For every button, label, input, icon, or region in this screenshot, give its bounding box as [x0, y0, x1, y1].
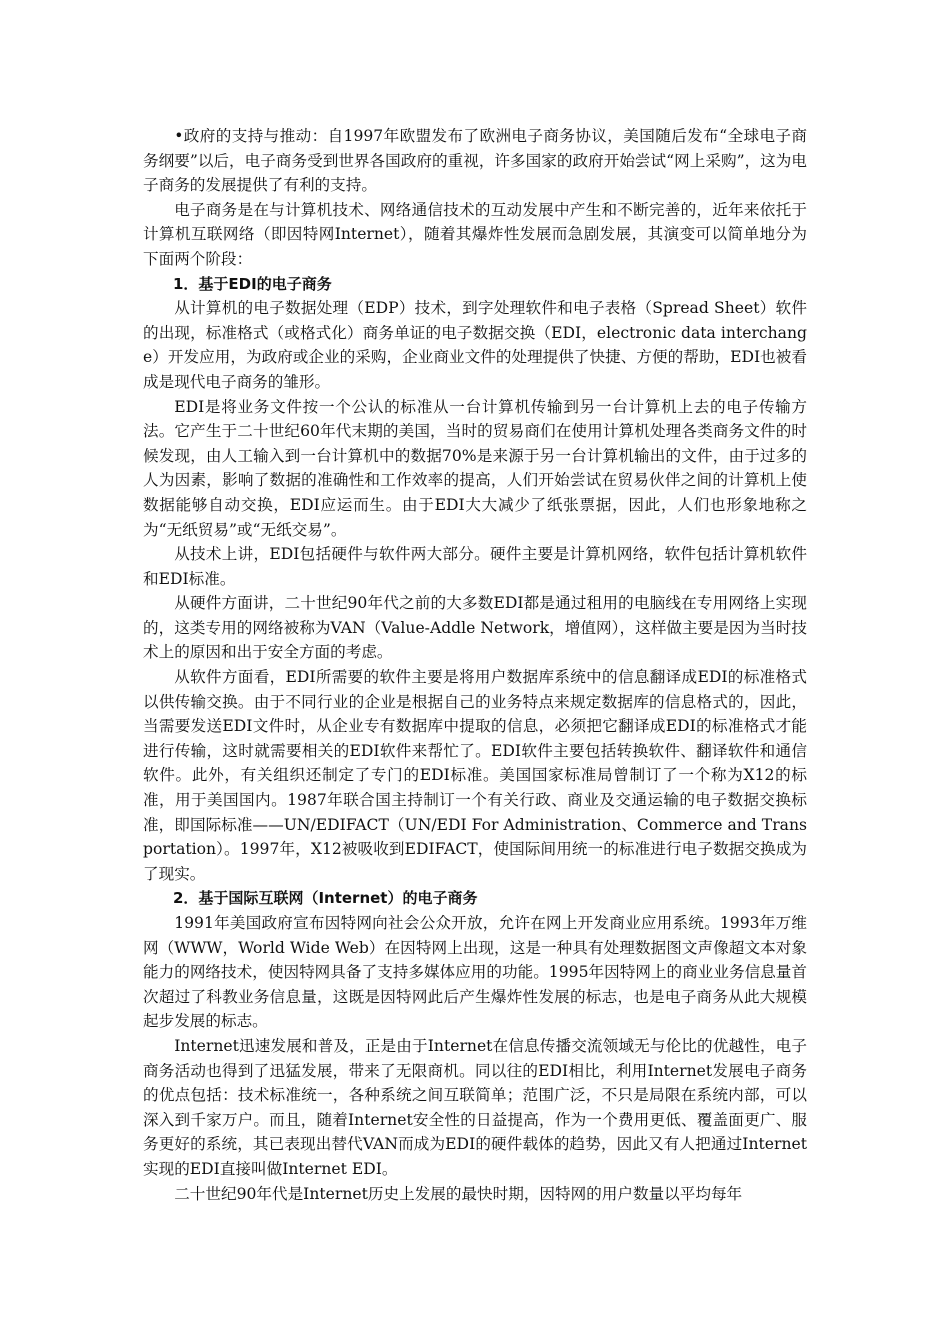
paragraph-edi-software: 从软件方面看，EDI所需要的软件主要是将用户数据库系统中的信息翻译成EDI的标准格式以供传输交换。由于不同行业的企业是根据自己的业务特点来规定数据库的信息格式的，因此，当需要发送EDI文件时，从企业专有数据库中提取的信息，必须把它翻译成EDI的标准格式才能进行传输，这时就需要相关的EDI软件来帮忙了。EDI软件主要包括转换软件、翻译软件和通信软件。此外，有关组织还制定了专门的EDI标准。美国国家标准局曾制订了一个称为X12的标准，用于美国国内。1987年联合国主持制订一个有关行政、商业及交通运输的电子数据交换标准，即国际标准——UN/EDIFACT（UN/EDI For Administration、Commerce and Transportation）。1997年，X12被吸收到EDIFACT，使国际间用统一的标准进行电子数据交换成为了现实。	[143, 668, 807, 883]
paragraph-ecommerce-evolution: 电子商务是在与计算机技术、网络通信技术的互动发展中产生和不断完善的，近年来依托于计算机互联网络（即因特网Internet），随着其爆炸性发展而急剧发展，其演变可以简单地分为下面两个阶段：	[143, 200, 807, 268]
paragraph-edi-hardware: 从硬件方面讲，二十世纪90年代之前的大多数EDI都是通过租用的电脑线在专用网络上实现的，这类专用的网络被称为VAN（Value-Addle Network，增值网），这样做主要是因为当时技术上的原因和出于安全方面的考虑。	[143, 594, 807, 662]
paragraph-internet-advantages: Internet迅速发展和普及，正是由于Internet在信息传播交流领域无与伦比的优越性，电子商务活动也得到了迅猛发展，带来了无限商机。同以往的EDI相比，利用Internet发展电子商务的优点包括：技术标准统一，各种系统之间互联简单；范围广泛，不只是局限在系统内部，可以深入到千家万户。而且，随着Internet安全性的日益提高，作为一个费用更低、覆盖面更广、服务更好的系统，其已表现出替代VAN而成为EDI的硬件载体的趋势，因此又有人把通过Internet实现的EDI直接叫做Internet EDI。	[143, 1036, 807, 1178]
document-page	[143, 124, 807, 1206]
paragraph-government-support: •政府的支持与推动：自1997年欧盟发布了欧洲电子商务协议，美国随后发布“全球电子商务纲要”以后，电子商务受到世界各国政府的重视，许多国家的政府开始尝试“网上采购”，这为电子商务的发展提供了有利的支持。	[143, 127, 807, 195]
paragraph-internet-history: 1991年美国政府宣布因特网向社会公众开放，允许在网上开发商业应用系统。1993年万维网（WWW，World Wide Web）在因特网上出现，这是一种具有处理数据图文声像超文本对象能力的网络技术，使因特网具备了支持多媒体应用的功能。1995年因特网上的商业业务信息量首次超过了科教业务信息量，这既是因特网此后产生爆炸性发展的标志，也是电子商务从此大规模起步发展的标志。	[143, 914, 807, 1031]
paragraph-edi-technology: 从技术上讲，EDI包括硬件与软件两大部分。硬件主要是计算机网络，软件包括计算机软件和EDI标准。	[143, 545, 807, 588]
paragraph-internet-1990s: 二十世纪90年代是Internet历史上发展的最快时期，因特网的用户数量以平均每年	[174, 1184, 743, 1203]
paragraph-edi-origin: 从计算机的电子数据处理（EDP）技术，到字处理软件和电子表格（Spread Sheet）软件的出现，标准格式（或格式化）商务单证的电子数据交换（EDI，electronic data interchange）开发应用，为政府或企业的采购，企业商业文件的处理提供了快捷、方便的帮助，EDI也被看成是现代电子商务的雏形。	[143, 299, 807, 391]
section-heading-edi: 1．基于EDI的电子商务	[173, 274, 332, 293]
paragraph-edi-definition: EDI是将业务文件按一个公认的标准从一台计算机传输到另一台计算机上去的电子传输方法。它产生于二十世纪60年代末期的美国，当时的贸易商们在使用计算机处理各类商务文件的时候发现，由人工输入到一台计算机中的数据70%是来源于另一台计算机输出的文件，由于过多的人为因素，影响了数据的准确性和工作效率的提高，人们开始尝试在贸易伙伴之间的计算机上使数据能够自动交换，EDI应运而生。由于EDI大大减少了纸张票据，因此，人们也形象地称之为“无纸贸易”或“无纸交易”。	[143, 397, 807, 539]
section-heading-internet: 2．基于国际互联网（Internet）的电子商务	[173, 889, 478, 908]
